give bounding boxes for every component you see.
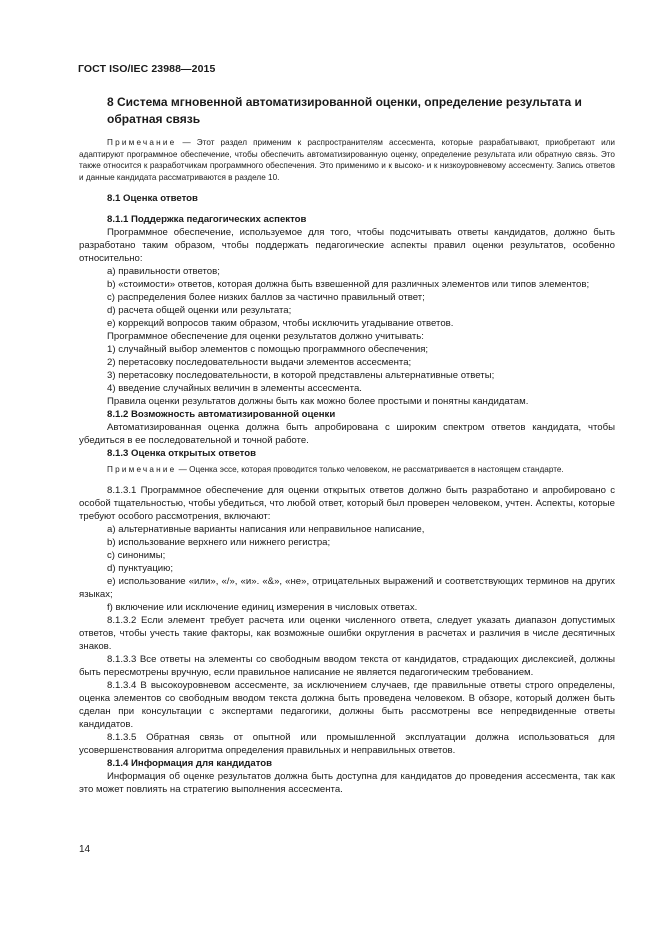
section-heading-8-1-3: 8.1.3 Оценка открытых ответов: [107, 448, 256, 459]
page-number: 14: [79, 844, 91, 855]
paragraph: 8.1.3.3 Все ответы на элементы со свободным вводом текста от кандидатов, страдающих дислексией, должны быть пересмотрены вручную, если правильное написание не является педагогическим требованием.: [79, 653, 615, 678]
section-heading-8-1-2: 8.1.2 Возможность автоматизированной оценки: [107, 409, 336, 420]
note-text: — Этот раздел применим к распространителям ассесмента, которые разрабатывают, приобретают или адаптируют программное обеспечение, чтобы обеспечить автоматизированную оценку, определение результата или обратную связь. Это также относится к разработчикам программного обеспечения. Это применимо и к высоко- и к низкоуровневому ассесменту. Запись ответов и данные кандидата рассматриваются в разделе 10.: [79, 138, 615, 182]
list-item: d) пунктуацию;: [107, 562, 174, 574]
paragraph: Информация об оценке результатов должна быть доступна для кандидатов до проведения ассесмента, так как это может повлиять на стратегию выполнения ассесмента.: [79, 770, 615, 795]
paragraph: 8.1.3.1 Программное обеспечение для оценки открытых ответов должно быть разработано и апробировано с особой тщательностью, чтобы убедиться, что любой ответ, который был проверен человеком, учтен. Аспекты, которые требуют особого рассмотрения, включают:: [79, 484, 615, 522]
list-item: 1) случайный выбор элементов с помощью программного обеспечения;: [107, 344, 429, 355]
section-heading-8-1-1: 8.1.1 Поддержка педагогических аспектов: [107, 214, 307, 225]
list-item: 4) введение случайных величин в элементы ассесмента.: [107, 383, 362, 394]
list-item: e) коррекций вопросов таким образом, чтобы исключить угадывание ответов.: [107, 318, 454, 329]
list-item: c) синонимы;: [107, 549, 166, 561]
standard-code-header: ГОСТ ISO/IEC 23988—2015: [78, 63, 216, 75]
document-body: [79, 94, 615, 796]
section-heading-8-1-4: 8.1.4 Информация для кандидатов: [107, 757, 273, 769]
paragraph: Программное обеспечение, используемое для того, чтобы подсчитывать ответы кандидатов, должно быть разработано таким образом, чтобы поддержать педагогические аспекты правил оценки результатов, особенно относительно:: [79, 227, 615, 264]
note-label: Примечание: [107, 138, 177, 147]
note-paragraph: [79, 464, 615, 476]
chapter-title: 8 Система мгновенной автоматизированной оценки, определение результата и обратная связь: [107, 95, 582, 126]
list-item: a) альтернативные варианты написания или неправильное написание,: [107, 523, 425, 535]
paragraph: 8.1.3.5 Обратная связь от опытной или промышленной эксплуатации должна использоваться для усовершенствования алгоритма определения правильных и неправильных ответов.: [79, 731, 615, 756]
list-item: c) распределения более низких баллов за частично правильный ответ;: [107, 292, 425, 303]
note-paragraph: [79, 137, 615, 183]
list-item: e) использование «или», «/», «и». «&», «не», отрицательных выражений и соответствующих терминов на других языках;: [79, 575, 615, 600]
section-heading-8-1: 8.1 Оценка ответов: [107, 193, 198, 204]
note-text: — Оценка эссе, которая проводится только человеком, не рассматривается в настоящем стандарте.: [178, 465, 564, 474]
paragraph: 8.1.3.4 В высокоуровневом ассесменте, за исключением случаев, где правильные ответы строго определены, оценка элементов со свободным вводом текста должна быть проведена человеком. В обзоре, который должен быть сделан при консультации с экспертами педагогики, должны быть рассмотрены все непредвиденные ответы кандидатов.: [79, 679, 615, 730]
list-item: f) включение или исключение единиц измерения в числовых ответах.: [107, 601, 418, 613]
list-item: a) правильности ответов;: [107, 266, 220, 277]
list-item: d) расчета общей оценки или результата;: [107, 305, 292, 316]
list-item: b) «стоимости» ответов, которая должна быть взвешенной для различных элементов или типов элементов;: [107, 279, 590, 290]
paragraph: Программное обеспечение для оценки результатов должно учитывать:: [107, 331, 424, 342]
note-label: Примечание: [107, 465, 177, 474]
paragraph: Автоматизированная оценка должна быть апробирована с широким спектром ответов кандидата, чтобы убедиться в ее последовательной и точной работе.: [79, 422, 615, 446]
paragraph: Правила оценки результатов должны быть как можно более простыми и понятны кандидатам.: [107, 396, 529, 407]
paragraph: 8.1.3.2 Если элемент требует расчета или оценки численного ответа, следует указать диапазон допустимых ответов, чтобы учесть такие факторы, как возможные ошибки округления в расчетах и различия в числе десятичных знаков.: [79, 614, 615, 652]
list-item: 3) перетасовку последовательности, в которой представлены альтернативные ответы;: [107, 370, 495, 381]
list-item: 2) перетасовку последовательности выдачи элементов ассесмента;: [107, 357, 412, 368]
list-item: b) использование верхнего или нижнего регистра;: [107, 536, 331, 548]
